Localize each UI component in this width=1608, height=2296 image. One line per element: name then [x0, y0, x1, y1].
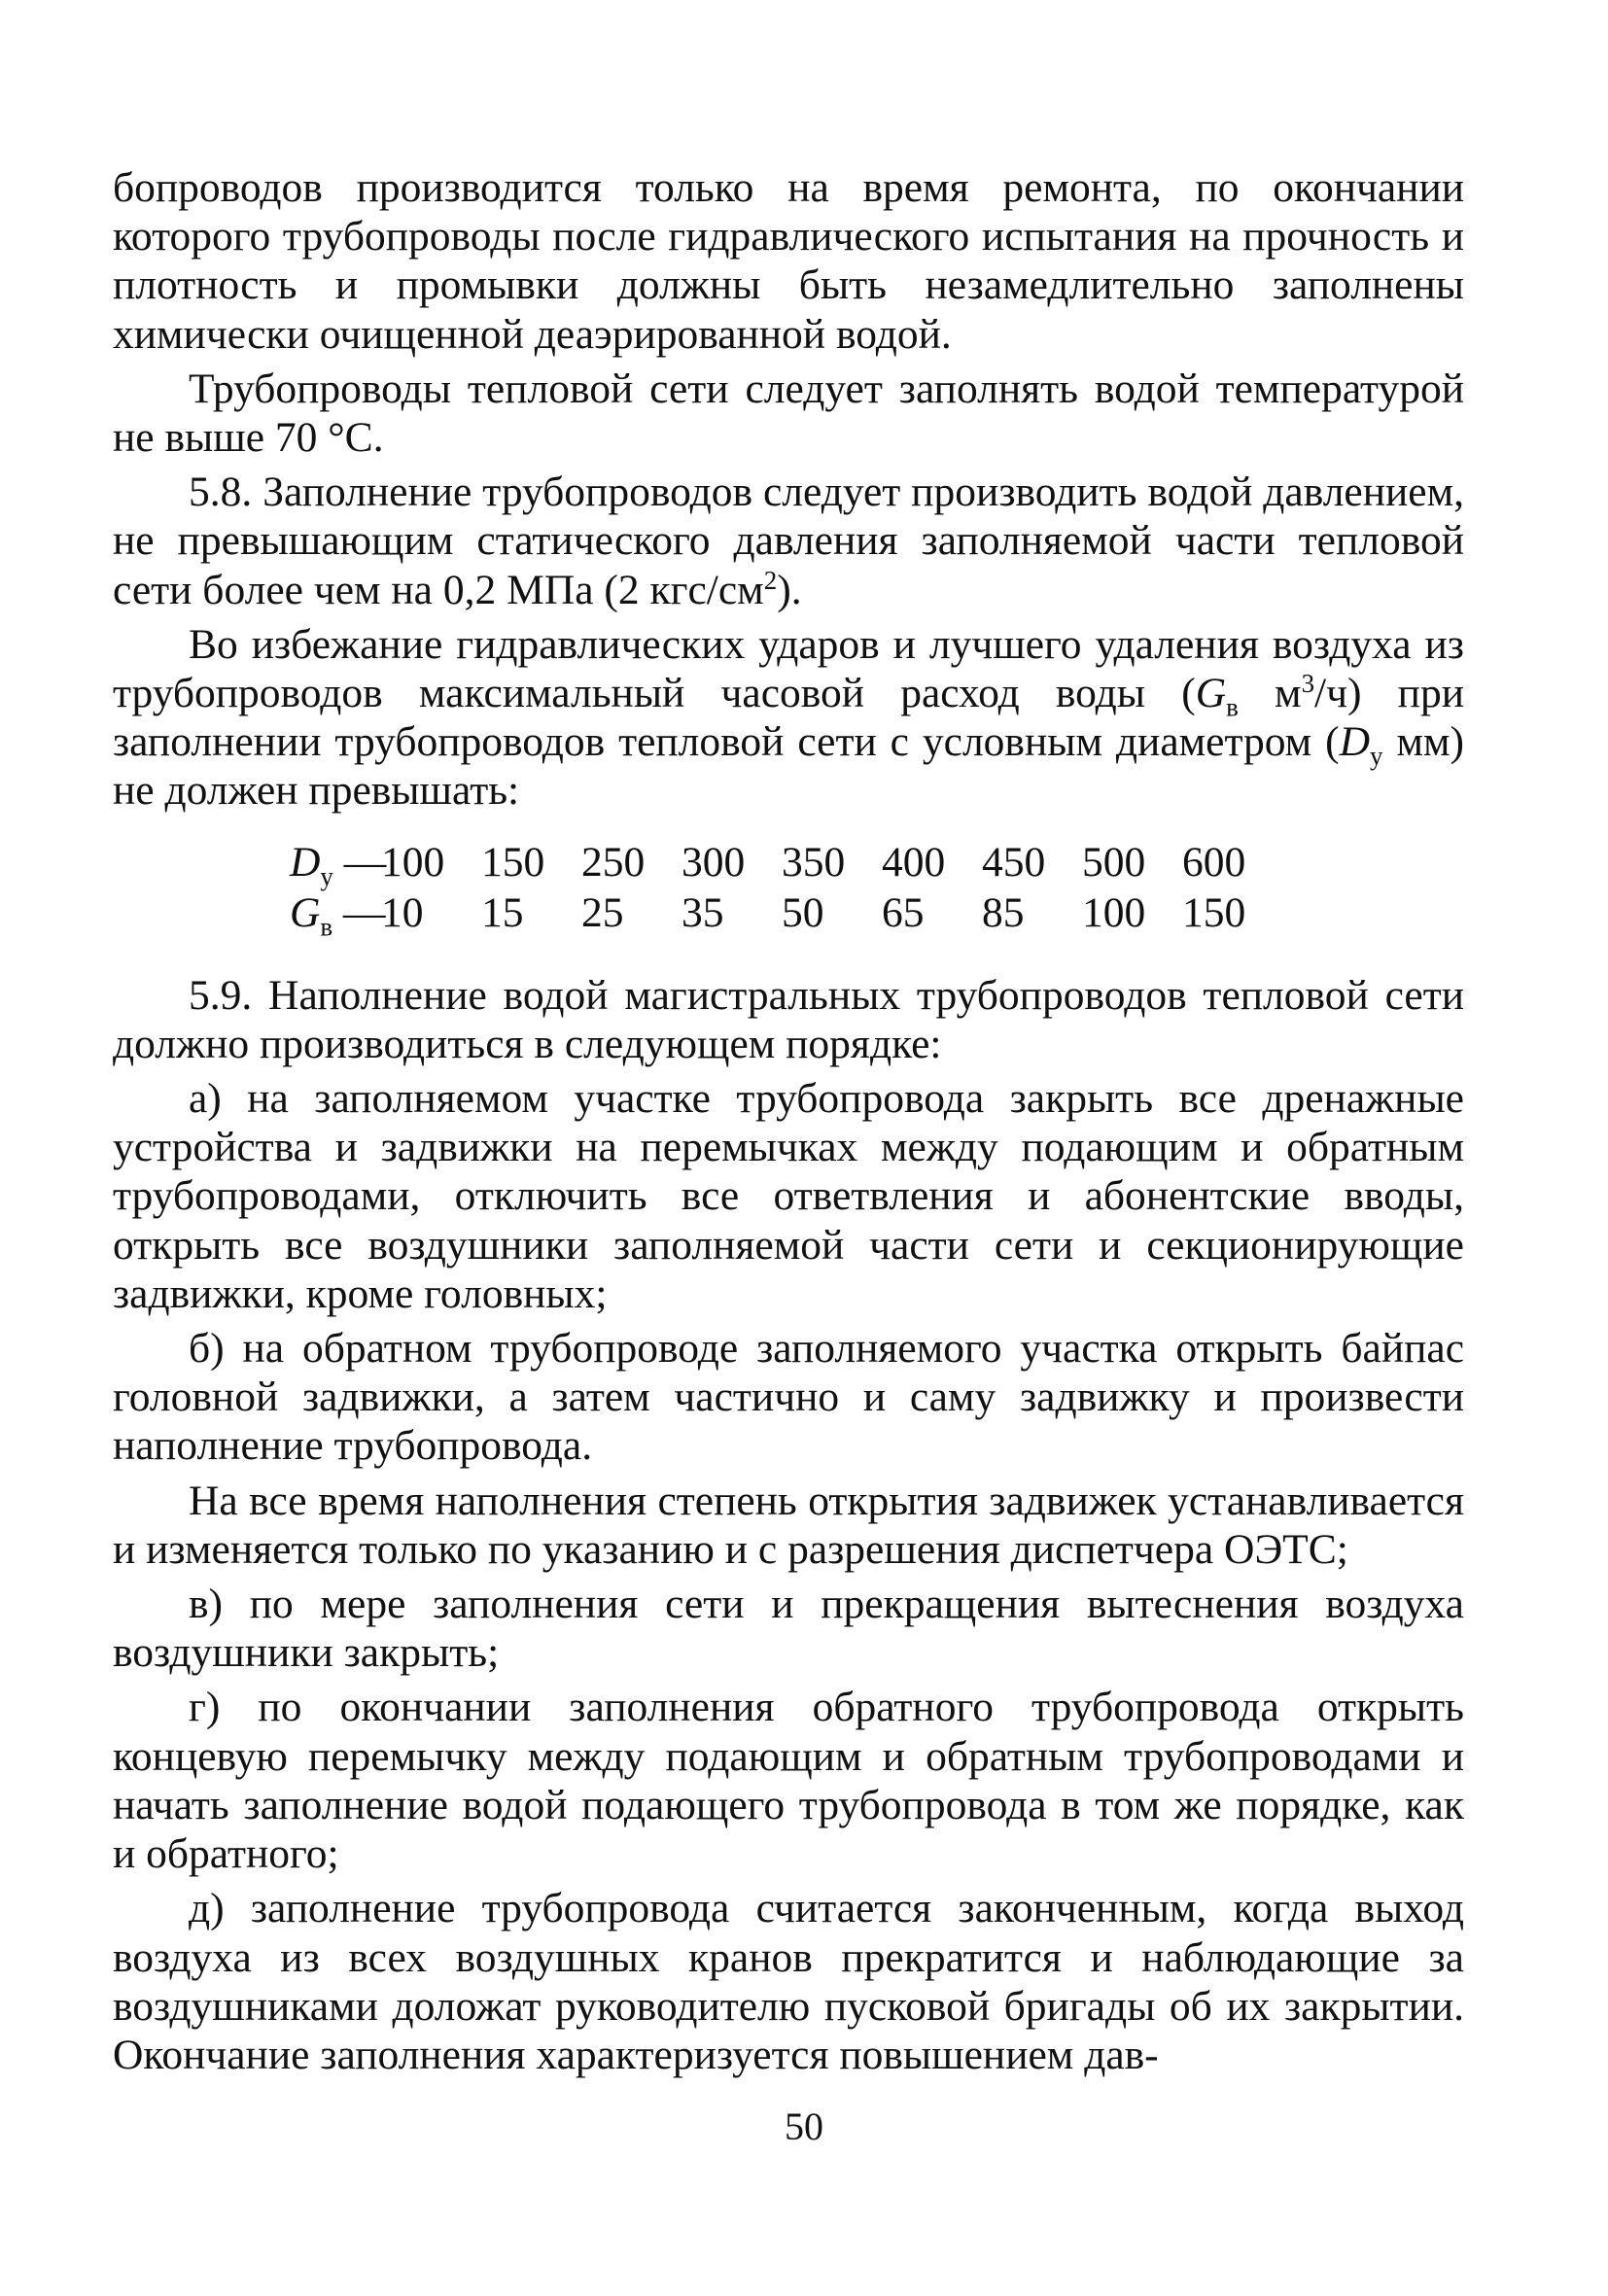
table-cell: 150: [481, 838, 545, 886]
row-label-flow: [290, 887, 386, 942]
paragraph-item-g: г) по окончании заполнения обратного трубопровода открыть концевую перемычку между подающим и обратным трубопроводами и начать заполнение водой подающего трубопровода в том же порядке, как и обратного;: [113, 1684, 1464, 1878]
paragraph-continuation: бопроводов производится только на время ремонта, по окончании которого трубопроводы после гидравлического испытания на прочность и плотность и промывки должны быть незамедлительно заполнены химически очищенной деаэрированной водой.: [113, 164, 1464, 358]
flow-text-e: мм) не должен превышать:: [113, 718, 1464, 815]
table-cell: 50: [782, 888, 824, 936]
diameter-flow-table: [290, 837, 1464, 942]
table-cell: 350: [782, 838, 846, 886]
paragraph-5-8-end: ).: [777, 566, 802, 613]
symbol-g-sub: в: [1226, 692, 1239, 722]
table-cell: 400: [882, 838, 946, 886]
superscript-2: 2: [763, 565, 778, 595]
paragraph-fill-temperature: Трубопроводы тепловой сети следует заполнять водой температурой не выше 70 °С.: [113, 365, 1464, 462]
table-cell: 600: [1182, 838, 1246, 886]
flow-text-c: /ч) при заполнении трубопроводов тепловой сети с условным диаметром (: [113, 670, 1464, 766]
symbol-d: D: [1339, 718, 1371, 766]
superscript-3: 3: [1301, 669, 1315, 699]
row-label-diameter: [290, 837, 387, 891]
symbol-d-sub: у: [1370, 741, 1383, 771]
table-cell: 300: [682, 838, 746, 886]
paragraph-item-a: а) на заполняемом участке трубопровода закрыть все дренажные устройства и задвижки на перемычках между подающим и обратным трубопроводами, отключить все ответвления и абонентские вводы, открыть все воздушники заполняемой части сети и секционирующие задвижки, кроме головных;: [113, 1075, 1464, 1317]
table-cell: 10: [381, 888, 424, 936]
table-cell: 100: [1082, 888, 1146, 936]
document-page: [113, 163, 1464, 2085]
flow-text-a: Во избежание гидравлических ударов и лучшего удаления воздуха из трубопроводов максимальный часовой расход воды (: [113, 620, 1464, 717]
table-cell: 100: [381, 838, 445, 886]
symbol-g: G: [1195, 670, 1227, 717]
row-symbol-d-sub: у: [320, 861, 333, 891]
table-cell: 150: [1182, 888, 1246, 936]
row-symbol-g-sub: в: [320, 912, 333, 942]
table-cell: 250: [581, 838, 646, 886]
row-dash: —: [332, 838, 387, 886]
row-symbol-d: D: [290, 838, 321, 886]
paragraph-5-8-text: 5.8. Заполнение трубопроводов следует производить водой давлением, не превышающим статического давления заполняемой части тепловой сети более чем на 0,2 МПа (2 кгс/см: [113, 469, 1464, 613]
paragraph-dispatcher-note: На все время наполнения степень открытия задвижек устанавливается и изменяется только по указанию и с разрешения диспетчера ОЭТС;: [113, 1477, 1464, 1573]
paragraph-5-9: 5.9. Наполнение водой магистральных трубопроводов тепловой сети должно производиться в следующем порядке:: [113, 971, 1464, 1067]
page-number: 50: [785, 2105, 823, 2148]
paragraph-5-8: [113, 468, 1464, 614]
table-cell: 15: [481, 888, 524, 936]
flow-text-m: м: [1238, 670, 1302, 717]
table-cell: 500: [1082, 838, 1146, 886]
table-cell: 35: [682, 888, 724, 936]
table-cell: 65: [882, 888, 925, 936]
paragraph-water-flow: [113, 620, 1464, 816]
table-row-diameter: [290, 837, 1464, 891]
row-dash: —: [332, 888, 386, 936]
paragraph-item-d: д) заполнение трубопровода считается законченным, когда выход воздуха из всех воздушных кранов прекратится и наблюдающие за воздушниками доложат руководителю пусковой бригады об их закрытии. Окончание заполнения характеризуется повышением дав-: [113, 1885, 1464, 2078]
paragraph-item-b: б) на обратном трубопроводе заполняемого участка открыть байпас головной задвижки, а затем частично и саму задвижку и произвести наполнение трубопровода.: [113, 1325, 1464, 1470]
table-cell: 450: [982, 838, 1046, 886]
row-symbol-g: G: [290, 888, 321, 936]
table-cell: 85: [982, 888, 1025, 936]
table-row-flow: [290, 887, 1464, 942]
table-cell: 25: [581, 888, 624, 936]
paragraph-item-v: в) по мере заполнения сети и прекращения вытеснения воздуха воздушники закрыть;: [113, 1581, 1464, 1677]
